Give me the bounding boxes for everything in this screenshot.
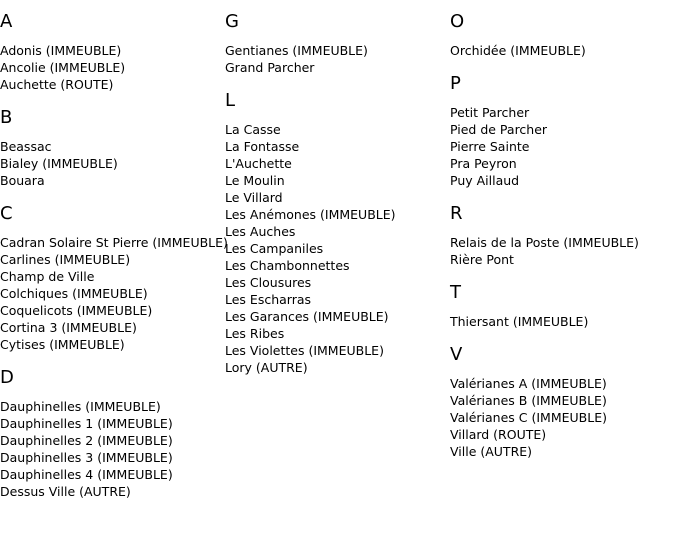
street-link[interactable]: Puy Aillaud xyxy=(450,173,520,188)
street-list xyxy=(450,234,672,268)
letter-group xyxy=(225,10,447,76)
street-link[interactable]: Cytises (IMMEUBLE) xyxy=(0,337,125,352)
street-link[interactable]: Valérianes B (IMMEUBLE) xyxy=(450,393,607,408)
street-list xyxy=(450,313,672,330)
street-link[interactable]: Villard (ROUTE) xyxy=(450,427,547,442)
street-link[interactable]: Les Ribes xyxy=(225,326,285,341)
letter-heading: D xyxy=(0,367,15,388)
street-link[interactable]: Les Clousures xyxy=(225,275,312,290)
letter-group xyxy=(450,281,672,330)
street-list xyxy=(225,121,447,376)
street-link[interactable]: Dauphinelles 3 (IMMEUBLE) xyxy=(0,450,173,465)
letter-group xyxy=(450,10,672,59)
street-link[interactable]: Les Chambonnettes xyxy=(225,258,350,273)
street-link[interactable]: Petit Parcher xyxy=(450,105,530,120)
letter-heading: O xyxy=(450,11,465,32)
street-list xyxy=(225,42,447,76)
letter-group xyxy=(0,10,222,93)
letter-group xyxy=(0,106,222,189)
street-link[interactable]: Ville (AUTRE) xyxy=(450,444,533,459)
street-link[interactable]: Ancolie (IMMEUBLE) xyxy=(0,60,126,75)
letter-group xyxy=(0,202,228,353)
street-link[interactable]: Adonis (IMMEUBLE) xyxy=(0,43,122,58)
street-link[interactable]: L'Auchette xyxy=(225,156,292,171)
letter-group xyxy=(0,366,222,500)
street-link[interactable]: Valérianes A (IMMEUBLE) xyxy=(450,376,607,391)
street-link[interactable]: Pierre Sainte xyxy=(450,139,530,154)
street-link[interactable]: Les Garances (IMMEUBLE) xyxy=(225,309,389,324)
street-link[interactable]: Thiersant (IMMEUBLE) xyxy=(450,314,589,329)
street-list xyxy=(450,375,672,460)
street-link[interactable]: Les Violettes (IMMEUBLE) xyxy=(225,343,384,358)
street-link[interactable]: Valérianes C (IMMEUBLE) xyxy=(450,410,607,425)
street-link[interactable]: Les Escharras xyxy=(225,292,312,307)
letter-heading: P xyxy=(450,73,462,94)
letter-heading: R xyxy=(450,203,464,224)
street-link[interactable]: Dauphinelles 1 (IMMEUBLE) xyxy=(0,416,173,431)
letter-heading: G xyxy=(225,11,240,32)
street-link[interactable]: Cortina 3 (IMMEUBLE) xyxy=(0,320,137,335)
street-link[interactable]: Dauphinelles 2 (IMMEUBLE) xyxy=(0,433,173,448)
street-link[interactable]: Champ de Ville xyxy=(0,269,95,284)
street-link[interactable]: Dauphinelles 4 (IMMEUBLE) xyxy=(0,467,173,482)
street-link[interactable]: Dessus Ville (AUTRE) xyxy=(0,484,131,499)
street-link[interactable]: Pra Peyron xyxy=(450,156,517,171)
street-link[interactable]: Lory (AUTRE) xyxy=(225,360,308,375)
street-link[interactable]: Le Villard xyxy=(225,190,283,205)
street-list xyxy=(450,42,672,59)
letter-heading: V xyxy=(450,344,463,365)
street-link[interactable]: Les Anémones (IMMEUBLE) xyxy=(225,207,396,222)
letter-group xyxy=(225,89,447,376)
street-link[interactable]: Pied de Parcher xyxy=(450,122,548,137)
letter-heading: C xyxy=(0,203,14,224)
street-link[interactable]: Carlines (IMMEUBLE) xyxy=(0,252,131,267)
street-link[interactable]: Dauphinelles (IMMEUBLE) xyxy=(0,399,161,414)
street-link[interactable]: Bouara xyxy=(0,173,45,188)
letter-heading: A xyxy=(0,11,13,32)
street-list xyxy=(0,398,222,500)
letter-group xyxy=(450,202,672,268)
street-list xyxy=(0,138,222,189)
street-list xyxy=(0,234,228,353)
street-link[interactable]: Le Moulin xyxy=(225,173,285,188)
street-link[interactable]: Gentianes (IMMEUBLE) xyxy=(225,43,368,58)
street-link[interactable]: Les Campaniles xyxy=(225,241,324,256)
street-link[interactable]: Relais de la Poste (IMMEUBLE) xyxy=(450,235,639,250)
letter-group xyxy=(450,72,672,189)
street-link[interactable]: Rière Pont xyxy=(450,252,514,267)
letter-heading: T xyxy=(450,282,462,303)
street-link[interactable]: Coquelicots (IMMEUBLE) xyxy=(0,303,153,318)
street-link[interactable]: Orchidée (IMMEUBLE) xyxy=(450,43,586,58)
street-link[interactable]: Colchiques (IMMEUBLE) xyxy=(0,286,148,301)
street-list xyxy=(0,42,222,93)
street-link[interactable]: La Fontasse xyxy=(225,139,300,154)
street-link[interactable]: Les Auches xyxy=(225,224,296,239)
street-link[interactable]: Bialey (IMMEUBLE) xyxy=(0,156,118,171)
street-link[interactable]: La Casse xyxy=(225,122,281,137)
street-link[interactable]: Cadran Solaire St Pierre (IMMEUBLE) xyxy=(0,235,228,250)
index-column xyxy=(450,10,672,473)
street-list xyxy=(450,104,672,189)
street-link[interactable]: Auchette (ROUTE) xyxy=(0,77,114,92)
street-link[interactable]: Grand Parcher xyxy=(225,60,315,75)
street-link[interactable]: Beassac xyxy=(0,139,52,154)
letter-group xyxy=(450,343,672,460)
letter-heading: L xyxy=(225,90,236,111)
index-column xyxy=(225,10,447,389)
index-column xyxy=(0,10,228,513)
letter-heading: B xyxy=(0,107,13,128)
